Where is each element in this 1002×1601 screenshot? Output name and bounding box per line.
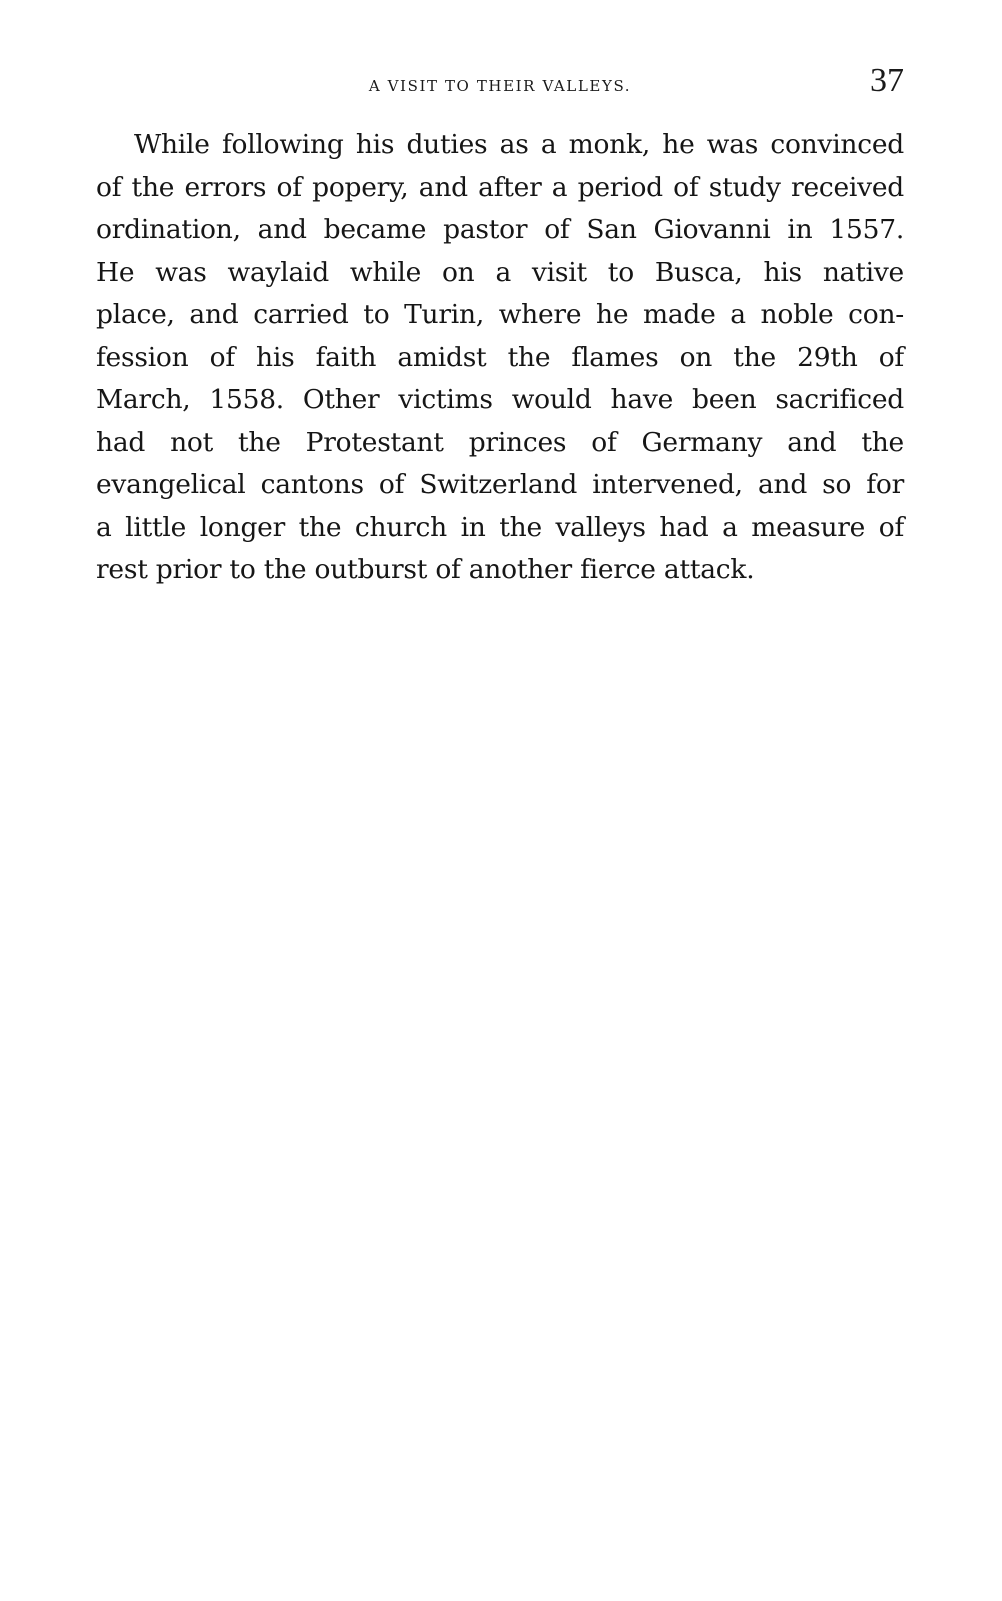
running-header (96, 62, 904, 102)
text-line: While following his duties as a monk, he was convinced (134, 129, 904, 160)
text-line: place, and carried to Turin, where he made a noble con- (96, 299, 904, 330)
text-line: fession of his faith amidst the flames on the 29th of (96, 341, 904, 373)
text-line: evangelical cantons of Switzerland intervened, and so for (96, 469, 904, 500)
text-line: a little longer the church in the valleys had a measure of (96, 511, 904, 543)
text-line: had not the Protestant princes of Germany and the (96, 426, 904, 458)
text-line: ordination, and became pastor of San Giovanni in 1557. (96, 214, 904, 245)
text-line: March, 1558. Other victims would have been sacrificed (96, 384, 904, 415)
text-line: He was waylaid while on a visit to Busca, his native (96, 256, 904, 288)
text-line: rest prior to the outburst of another fierce attack. (96, 554, 755, 585)
page-number: 37 (870, 62, 904, 99)
paragraph (96, 124, 904, 592)
text-line: of the errors of popery, and after a period of study received (96, 171, 904, 203)
running-title: A VISIT TO THEIR VALLEYS. (368, 77, 632, 95)
